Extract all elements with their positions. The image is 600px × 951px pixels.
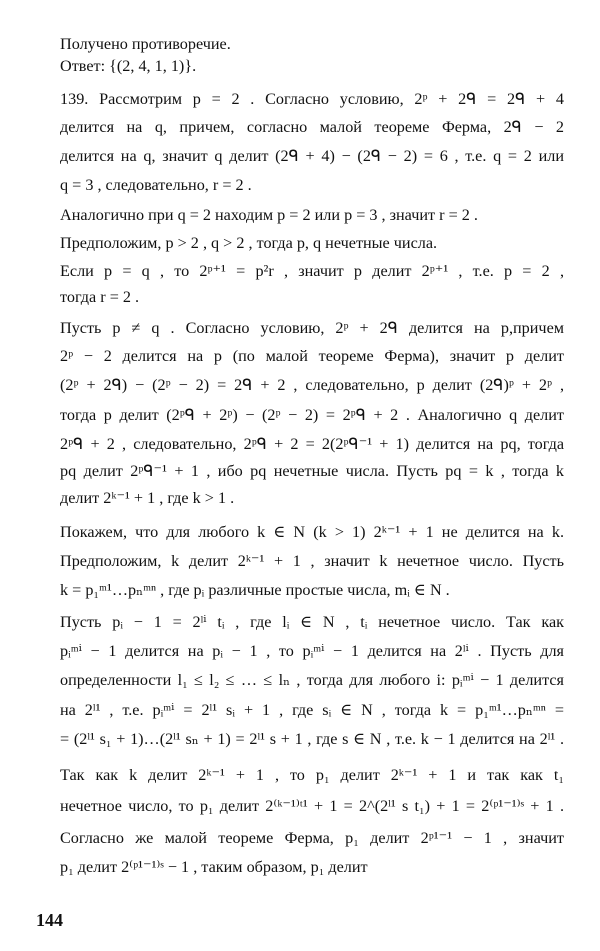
text-line: делится на q, причем, согласно малой теореме Ферма, 2ᑫ − 2 [60, 118, 564, 136]
text-line: Пусть p ≠ q . Согласно условию, 2ᵖ + 2ᑫ делится на p,причем [60, 319, 564, 337]
text-line: k = p₁ᵐ¹…pₙᵐⁿ , где pᵢ различные простые числа, mᵢ ∈ N . [60, 581, 450, 599]
text-line: Аналогично при q = 2 находим p = 2 или p = 3 , значит r = 2 . [60, 206, 478, 224]
text-line: на 2ˡ¹ , т.е. pᵢᵐⁱ = 2ˡ¹ sᵢ + 1 , где sᵢ ∈ N , тогда k = p₁ᵐ¹…pₙᵐⁿ = [60, 701, 564, 719]
text-line: делится на q, значит q делит (2ᑫ + 4) − (2ᑫ − 2) = 6 , т.е. q = 2 или [60, 147, 564, 165]
text-line: Получено противоречие. [60, 35, 231, 53]
text-line: = (2ˡ¹ s₁ + 1)…(2ˡ¹ sₙ + 1) = 2ˡ¹ s + 1 , где s ∈ N , т.е. k − 1 делится на 2ˡ¹ . [60, 730, 564, 748]
text-line: q = 3 , следовательно, r = 2 . [60, 176, 252, 194]
text-line: Так как k делит 2ᵏ⁻¹ + 1 , то p₁ делит 2ᵏ⁻¹ + 1 и так как t₁ [60, 766, 564, 784]
text-line: p₁ делит 2⁽ᵖ¹⁻¹⁾ˢ − 1 , таким образом, p₁ делит [60, 858, 368, 876]
text-line: 2ᵖ − 2 делится на p (по малой теореме Ферма), значит p делит [60, 347, 564, 365]
problem-139-start: 139. Рассмотрим p = 2 . Согласно условию, 2ᵖ + 2ᑫ = 2ᑫ + 4 [60, 90, 564, 108]
text-line: делит 2ᵏ⁻¹ + 1 , где k > 1 . [60, 489, 235, 507]
text-line: 2ᵖᑫ + 2 , следовательно, 2ᵖᑫ + 2 = 2(2ᵖᑫ⁻¹ + 1) делится на pq, тогда [60, 435, 564, 453]
text-line: pᵢᵐⁱ − 1 делится на pᵢ − 1 , то pᵢᵐⁱ − 1 делится на 2ˡⁱ . Пусть для [60, 642, 564, 660]
answer-line: Ответ: {(2, 4, 1, 1)}. [60, 57, 197, 75]
text-line: Согласно же малой теореме Ферма, p₁ делит 2ᵖ¹⁻¹ − 1 , значит [60, 829, 564, 847]
text-line: pq делит 2ᵖᑫ⁻¹ + 1 , ибо pq нечетные числа. Пусть pq = k , тогда k [60, 462, 564, 480]
text-line: Если p = q , то 2ᵖ⁺¹ = p²r , значит p делит 2ᵖ⁺¹ , т.е. p = 2 , [60, 262, 564, 280]
text-line: тогда p делит (2ᵖᑫ + 2ᵖ) − (2ᵖ − 2) = 2ᵖᑫ + 2 . Аналогично q делит [60, 406, 564, 424]
page-number: 144 [36, 910, 63, 930]
text-line: Пусть pᵢ − 1 = 2ˡⁱ tᵢ , где lᵢ ∈ N , tᵢ нечетное число. Так как [60, 613, 564, 631]
text-line: Покажем, что для любого k ∈ N (k > 1) 2ᵏ⁻¹ + 1 не делится на k. [60, 523, 564, 541]
text-line: определенности l₁ ≤ l₂ ≤ … ≤ lₙ , тогда для любого i: pᵢᵐⁱ − 1 делится [60, 671, 564, 689]
text-line: Предположим, k делит 2ᵏ⁻¹ + 1 , значит k нечетное число. Пусть [60, 552, 564, 570]
text-line: Предположим, p > 2 , q > 2 , тогда p, q нечетные числа. [60, 234, 438, 252]
text-line: (2ᵖ + 2ᑫ) − (2ᵖ − 2) = 2ᑫ + 2 , следовательно, p делит (2ᑫ)ᵖ + 2ᵖ , [60, 376, 564, 394]
text-line: тогда r = 2 . [60, 288, 140, 306]
text-line: нечетное число, то p₁ делит 2⁽ᵏ⁻¹⁾ᵗ¹ + 1 = 2^(2ˡ¹ s t₁) + 1 = 2⁽ᵖ¹⁻¹⁾ˢ + 1 . [60, 797, 564, 815]
